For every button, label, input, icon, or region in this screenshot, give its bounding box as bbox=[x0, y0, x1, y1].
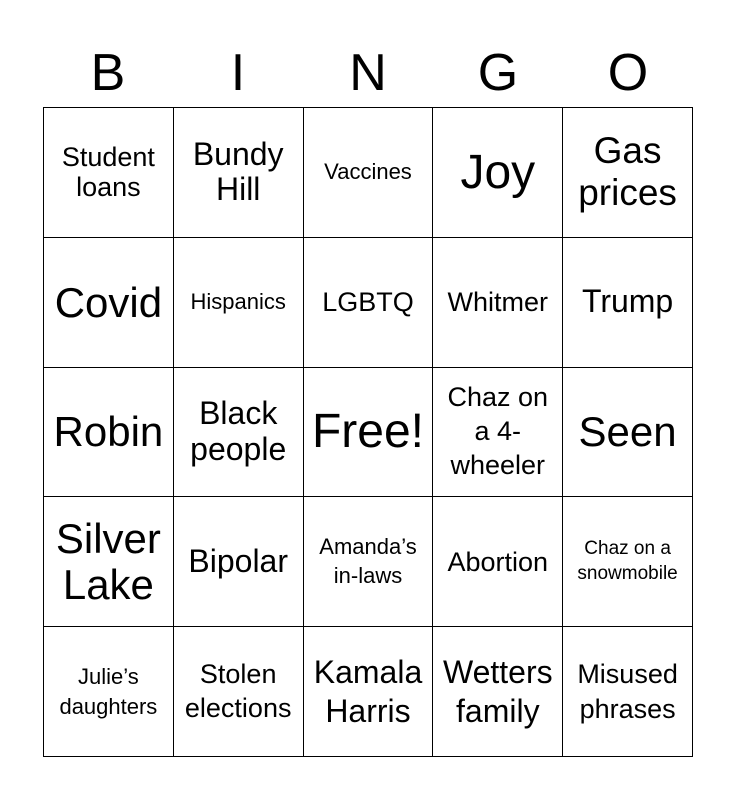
bingo-cell[interactable] bbox=[44, 627, 174, 757]
cell-label: Misused phrases bbox=[577, 658, 678, 724]
bingo-cell[interactable] bbox=[433, 368, 563, 498]
cell-label: Whitmer bbox=[447, 287, 549, 318]
bingo-cell[interactable] bbox=[433, 627, 563, 757]
cell-label: LGBTQ bbox=[322, 287, 414, 318]
bingo-cell[interactable] bbox=[433, 108, 563, 238]
header-letter-n: N bbox=[349, 44, 387, 102]
cell-label: Seen bbox=[578, 408, 677, 456]
bingo-cell[interactable] bbox=[44, 368, 174, 498]
header-letter-i: I bbox=[230, 44, 246, 102]
cell-label: Bundy Hill bbox=[192, 135, 284, 208]
cell-label: Black people bbox=[190, 395, 287, 467]
cell-label: Silver Lake bbox=[55, 515, 161, 608]
cell-label: Abortion bbox=[447, 546, 549, 577]
cell-label: Hispanics bbox=[190, 288, 286, 314]
cell-label: Covid bbox=[54, 278, 163, 326]
bingo-cell[interactable] bbox=[563, 497, 693, 627]
cell-label: Joy bbox=[460, 145, 536, 199]
cell-label: Student loans bbox=[61, 142, 155, 203]
cell-label: Chaz on a snowmobile bbox=[577, 538, 678, 584]
bingo-cell[interactable] bbox=[304, 238, 434, 368]
bingo-cell[interactable] bbox=[563, 627, 693, 757]
bingo-cell[interactable] bbox=[433, 238, 563, 368]
bingo-cell[interactable] bbox=[44, 238, 174, 368]
cell-label: Gas prices bbox=[578, 129, 677, 214]
bingo-cell[interactable] bbox=[174, 238, 304, 368]
bingo-cell[interactable] bbox=[174, 108, 304, 238]
cell-label: Julie’s daughters bbox=[59, 663, 158, 719]
cell-label: Free! bbox=[311, 405, 424, 459]
bingo-cell[interactable] bbox=[563, 238, 693, 368]
bingo-cell[interactable] bbox=[174, 497, 304, 627]
bingo-cell[interactable] bbox=[44, 497, 174, 627]
header-letter-b: B bbox=[90, 44, 126, 102]
bingo-cell[interactable] bbox=[433, 497, 563, 627]
bingo-cell[interactable] bbox=[44, 108, 174, 238]
bingo-cell[interactable] bbox=[304, 497, 434, 627]
bingo-cell[interactable] bbox=[304, 627, 434, 757]
bingo-cell[interactable] bbox=[174, 368, 304, 498]
cell-label: Trump bbox=[581, 283, 674, 320]
cell-label: Robin bbox=[53, 408, 164, 456]
bingo-cell[interactable] bbox=[304, 108, 434, 238]
cell-label: Chaz on a 4-wheeler bbox=[447, 382, 549, 480]
bingo-cell[interactable] bbox=[563, 368, 693, 498]
cell-label: Vaccines bbox=[324, 159, 412, 185]
header-letter-o: O bbox=[607, 44, 649, 102]
cell-label: Kamala Harris bbox=[313, 654, 423, 729]
bingo-header bbox=[43, 40, 693, 106]
bingo-board bbox=[43, 107, 693, 757]
cell-label: Bipolar bbox=[188, 542, 288, 579]
free-space[interactable] bbox=[304, 368, 434, 498]
cell-label: Stolen elections bbox=[184, 658, 292, 723]
cell-label: Wetters family bbox=[442, 654, 553, 729]
cell-label: Amanda’s in-laws bbox=[319, 534, 417, 588]
bingo-cell[interactable] bbox=[563, 108, 693, 238]
header-letter-g: G bbox=[477, 44, 519, 102]
bingo-cell[interactable] bbox=[174, 627, 304, 757]
